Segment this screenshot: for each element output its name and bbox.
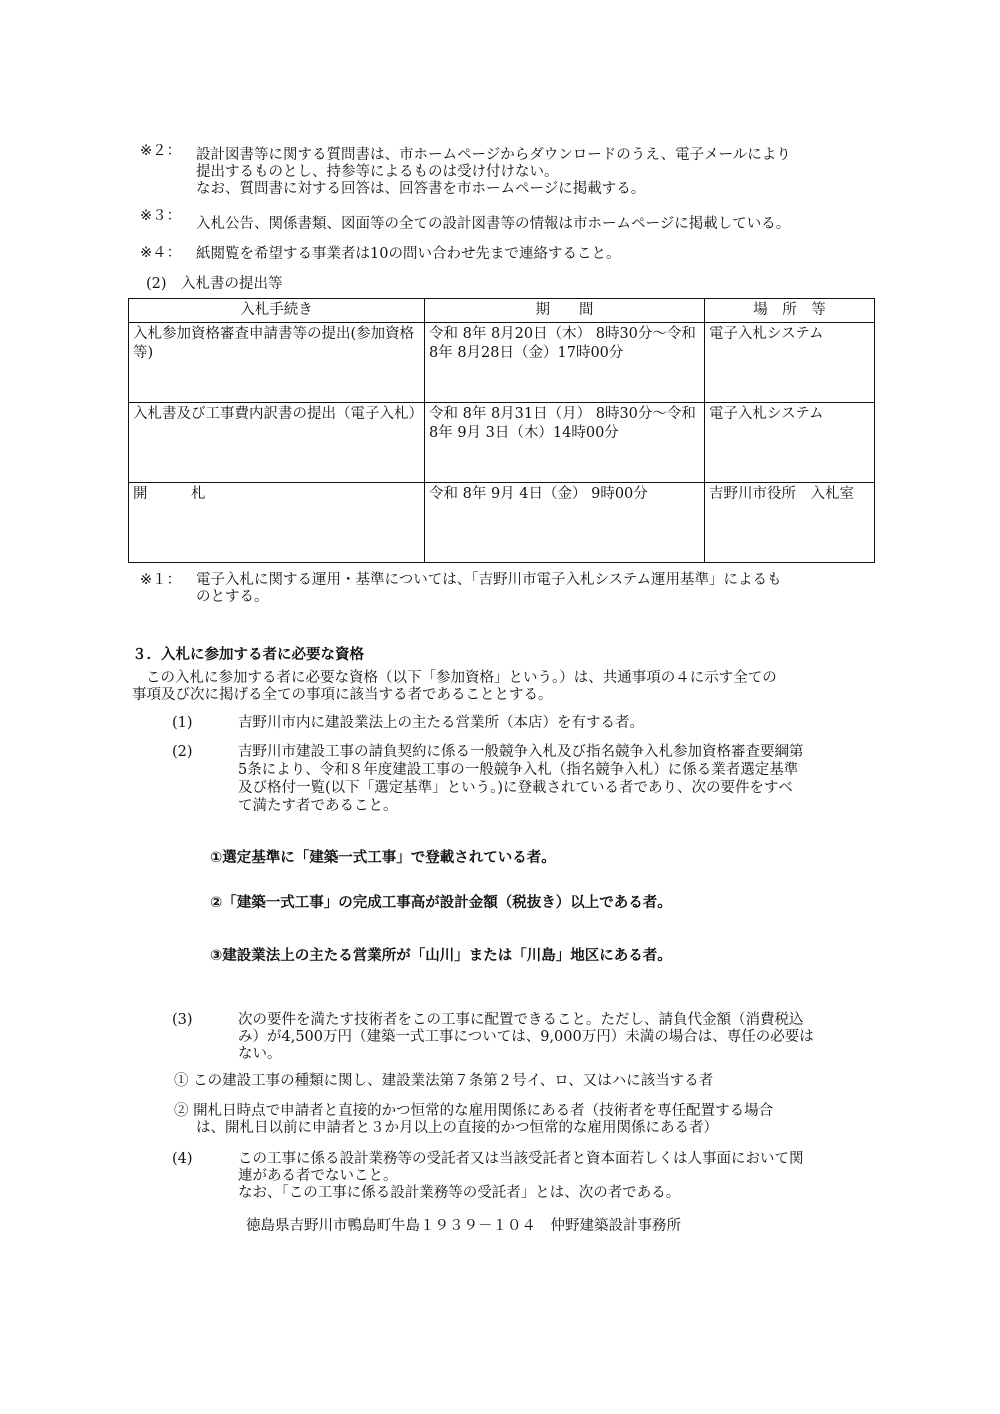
item-1-number: (1): [172, 715, 193, 731]
item-2-line-3: 及び格付一覧(以下「選定基準」という。)に登載されている者であり、次の要件をすべ: [238, 780, 793, 796]
item-2-line-2: 5条により、令和８年度建設工事の一般競争入札（指名競争入札）に係る業者選定基準: [238, 762, 799, 778]
table-row: [129, 323, 875, 403]
section-3-intro-line-1: この入札に参加する者に必要な資格（以下「参加資格」という。）は、共通事項の４に示す全ての: [146, 670, 777, 686]
consultant-address: 徳島県吉野川市鴨島町牛島１９３９－１０４ 仲野建築設計事務所: [246, 1218, 681, 1234]
requirement-3: ③建設業法上の主たる営業所が「山川」または「川島」地区にある者。: [210, 948, 672, 964]
technician-requirement-2-line-2: は、開札日以前に申請者と３か月以上の直接的かつ恒常的な雇用関係にある者）: [196, 1120, 718, 1136]
cell-place: 電子入札システム: [705, 403, 875, 483]
bid-schedule-table: [128, 298, 875, 563]
item-2-line-1: 吉野川市建設工事の請負契約に係る一般競争入札及び指名競争入札参加資格審査要綱第: [238, 744, 804, 760]
section-3-intro-line-2: 事項及び次に掲げる全ての事項に該当する者であることとする。: [132, 687, 553, 703]
requirement-2: ②「建築一式工事」の完成工事高が設計金額（税抜き）以上である者。: [210, 895, 672, 911]
item-2-line-4: て満たす者であること。: [238, 798, 398, 814]
item-3-line-3: ない。: [238, 1046, 282, 1062]
header-place: 場 所 等: [705, 299, 875, 323]
cell-procedure: 入札書及び工事費内訳書の提出（電子入札）: [129, 403, 425, 483]
note-2-line-3: なお、質問書に対する回答は、回答書を市ホームページに掲載する。: [196, 181, 646, 197]
note-3-line-1: 入札公告、関係書類、図面等の全ての設計図書等の情報は市ホームページに掲載している。: [196, 216, 791, 232]
table-row: [129, 483, 875, 563]
item-4-line-2: 連がある者でないこと。: [238, 1168, 398, 1184]
table-row: [129, 403, 875, 483]
note-4-line-1: 紙閲覧を希望する事業者は10の問い合わせ先まで連絡すること。: [196, 246, 621, 262]
header-procedure: 入札手続き: [129, 299, 425, 323]
item-3-line-1: 次の要件を満たす技術者をこの工事に配置できること。ただし、請負代金額（消費税込: [238, 1012, 804, 1028]
item-3-line-2: み）が4,500万円（建築一式工事については、9,000万円）未満の場合は、専任の必要は: [238, 1029, 814, 1045]
cell-place: 吉野川市役所 入札室: [705, 483, 875, 563]
note-1-line-1: 電子入札に関する運用・基準については、「吉野川市電子入札システム運用基準」によるも: [196, 572, 782, 588]
note-2-line-2: 提出するものとし、持参等によるものは受け付けない。: [196, 164, 559, 180]
item-2-number: (2): [172, 744, 193, 760]
requirement-1: ①選定基準に「建築一式工事」で登載されている者。: [210, 850, 556, 866]
cell-procedure: 開 札: [129, 483, 425, 563]
technician-requirement-1: ① この建設工事の種類に関し、建設業法第７条第２号イ、ロ、又はハに該当する者: [174, 1073, 714, 1089]
note-1-line-2: のとする。: [196, 589, 269, 605]
note-mark-2: ※２：: [140, 143, 182, 159]
cell-period: 令和 8年 8月20日（木） 8時30分～令和 8年 8月28日（金）17時00分: [425, 323, 705, 403]
header-period: 期 間: [425, 299, 705, 323]
subsection-2-heading: (2) 入札書の提出等: [146, 276, 283, 292]
cell-place: 電子入札システム: [705, 323, 875, 403]
note-mark-3: ※３：: [140, 208, 182, 224]
section-3-heading: ３．入札に参加する者に必要な資格: [132, 647, 364, 663]
item-4-line-1: この工事に係る設計業務等の受託者又は当該受託者と資本面若しくは人事面において関: [238, 1151, 804, 1167]
item-4-number: (4): [172, 1151, 193, 1167]
technician-requirement-2-line-1: ② 開札日時点で申請者と直接的かつ恒常的な雇用関係にある者（技術者を専任配置する場合: [174, 1103, 774, 1119]
cell-procedure: 入札参加資格審査申請書等の提出(参加資格等): [129, 323, 425, 403]
item-1-text: 吉野川市内に建設業法上の主たる営業所（本店）を有する者。: [238, 715, 644, 731]
cell-period: 令和 8年 9月 4日（金） 9時00分: [425, 483, 705, 563]
note-2-line-1: 設計図書等に関する質問書は、市ホームページからダウンロードのうえ、電子メールにより: [196, 147, 791, 163]
item-3-number: (3): [172, 1012, 193, 1028]
note-mark-1: ※１：: [140, 572, 182, 588]
item-4-line-3: なお、「この工事に係る設計業務等の受託者」とは、次の者である。: [238, 1185, 681, 1201]
note-mark-4: ※４：: [140, 245, 182, 261]
cell-period: 令和 8年 8月31日（月） 8時30分～令和 8年 9月 3日（木）14時00分: [425, 403, 705, 483]
